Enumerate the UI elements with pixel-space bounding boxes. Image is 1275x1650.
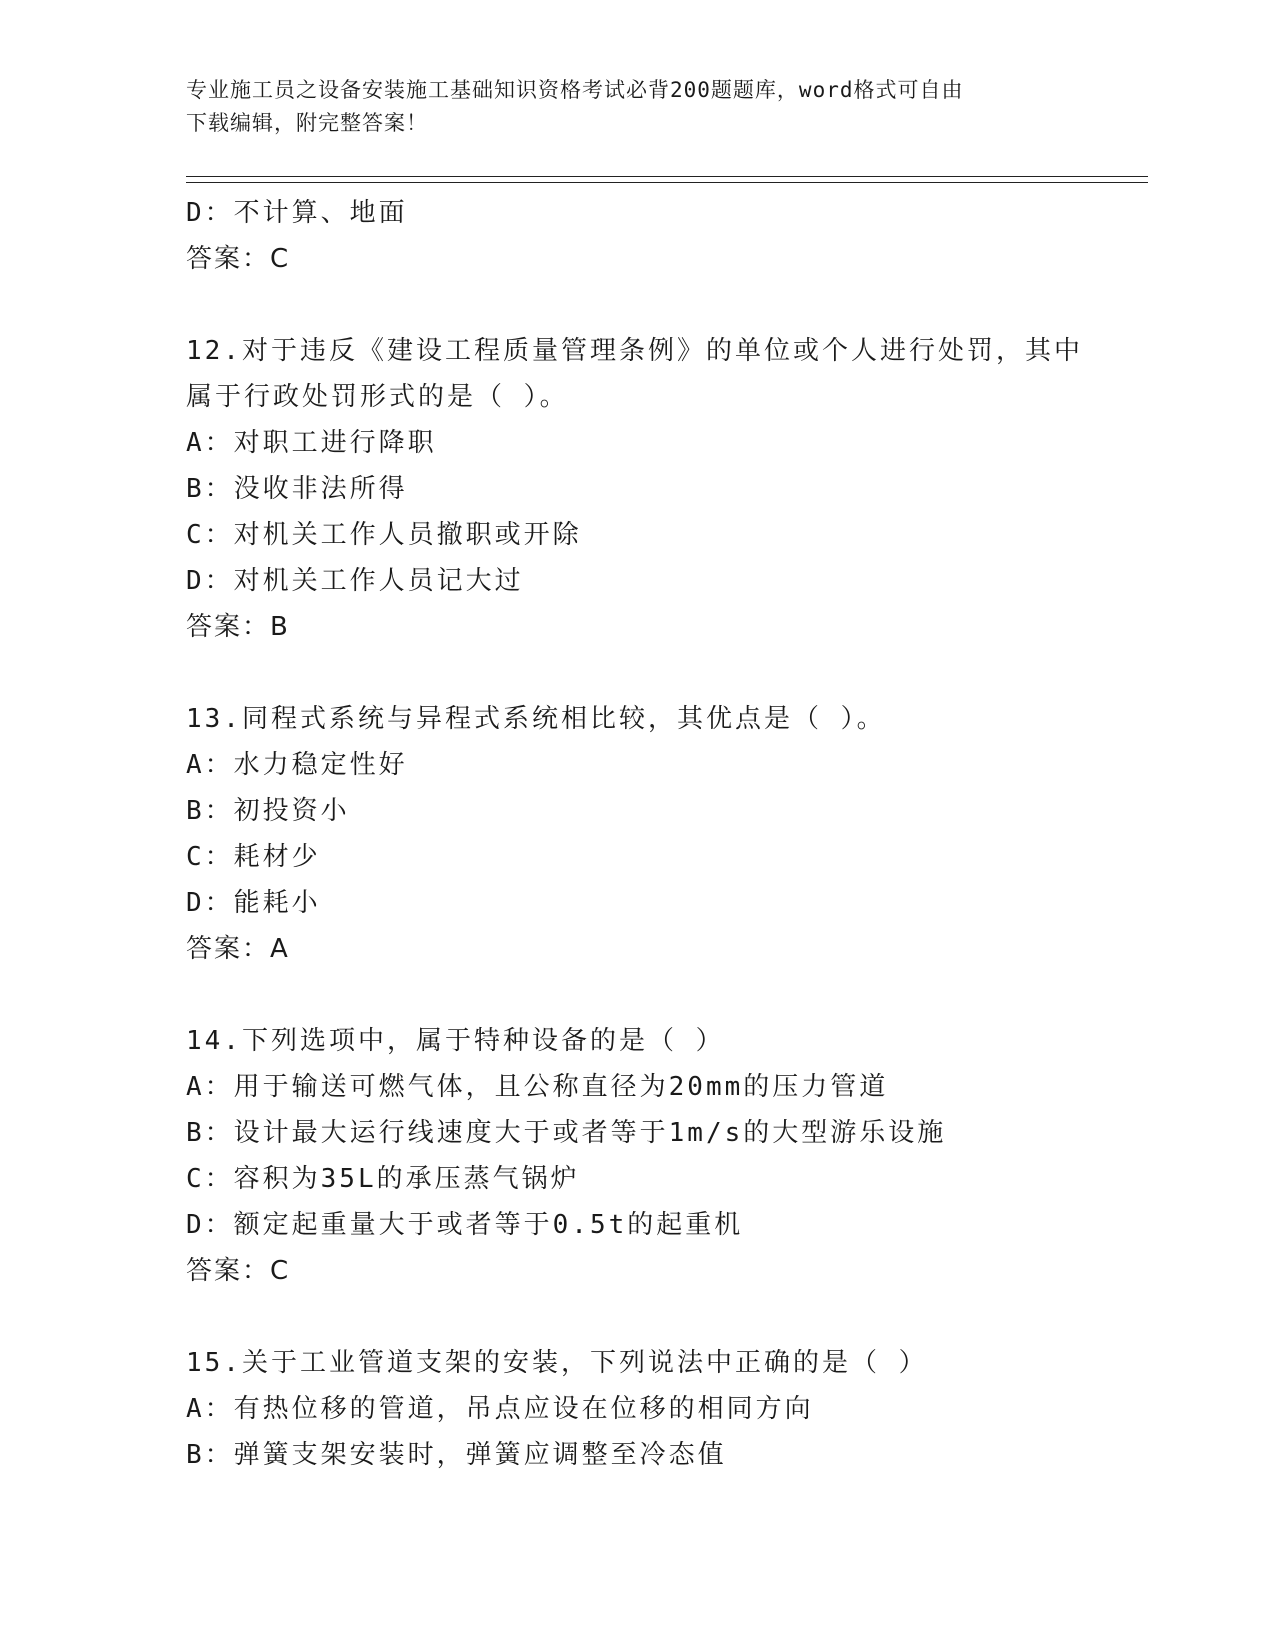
spacer xyxy=(186,972,1146,1018)
q13-option-a: A：水力稳定性好 xyxy=(186,750,408,780)
prev-option-d: D：不计算、地面 xyxy=(186,198,408,228)
q15-option-b: B：弹簧支架安装时，弹簧应调整至冷态值 xyxy=(186,1440,727,1470)
header-divider-top xyxy=(186,176,1148,177)
q14-stem-line-1: 14.下列选项中，属于特种设备的是（ ） xyxy=(186,1026,725,1056)
q15-option-a: A：有热位移的管道，吊点应设在位移的相同方向 xyxy=(186,1394,814,1424)
spacer xyxy=(186,1294,1146,1340)
q12-option-c: C：对机关工作人员撤职或开除 xyxy=(186,520,582,550)
q12-option-d: D：对机关工作人员记大过 xyxy=(186,566,524,596)
q13-option-d: D：能耗小 xyxy=(186,888,321,918)
q13-stem-line-1: 13.同程式系统与异程式系统相比较，其优点是（ ）。 xyxy=(186,704,886,734)
header-line-2: 下载编辑，附完整答案！ xyxy=(186,111,428,135)
q12-stem-line-1: 12.对于违反《建设工程质量管理条例》的单位或个人进行处罚，其中 xyxy=(186,336,1083,366)
q13-option-c: C：耗材少 xyxy=(186,842,321,872)
q14-option-a: A：用于输送可燃气体，且公称直径为20mm的压力管道 xyxy=(186,1072,889,1102)
spacer xyxy=(186,282,1146,328)
q15-stem-line-1: 15.关于工业管道支架的安装，下列说法中正确的是（ ） xyxy=(186,1348,928,1378)
q12-stem-line-2: 属于行政处罚形式的是（ ）。 xyxy=(186,382,569,412)
spacer xyxy=(186,650,1146,696)
q13-answer: 答案：A xyxy=(186,934,290,964)
question-body xyxy=(186,190,1146,1478)
q14-option-c: C：容积为35L的承压蒸气锅炉 xyxy=(186,1164,580,1194)
header-divider-bottom xyxy=(186,182,1148,183)
q12-option-b: B：没收非法所得 xyxy=(186,474,408,504)
q14-answer: 答案：C xyxy=(186,1256,291,1286)
q14-option-b: B：设计最大运行线速度大于或者等于1m/s的大型游乐设施 xyxy=(186,1118,947,1148)
header-line-1: 专业施工员之设备安装施工基础知识资格考试必背200题题库，word格式可自由 xyxy=(186,78,964,102)
document-header xyxy=(186,74,1086,140)
q12-option-a: A：对职工进行降职 xyxy=(186,428,437,458)
q12-answer: 答案：B xyxy=(186,612,290,642)
prev-answer: 答案：C xyxy=(186,244,291,274)
q13-option-b: B：初投资小 xyxy=(186,796,350,826)
q14-option-d: D：额定起重量大于或者等于0.5t的起重机 xyxy=(186,1210,744,1240)
